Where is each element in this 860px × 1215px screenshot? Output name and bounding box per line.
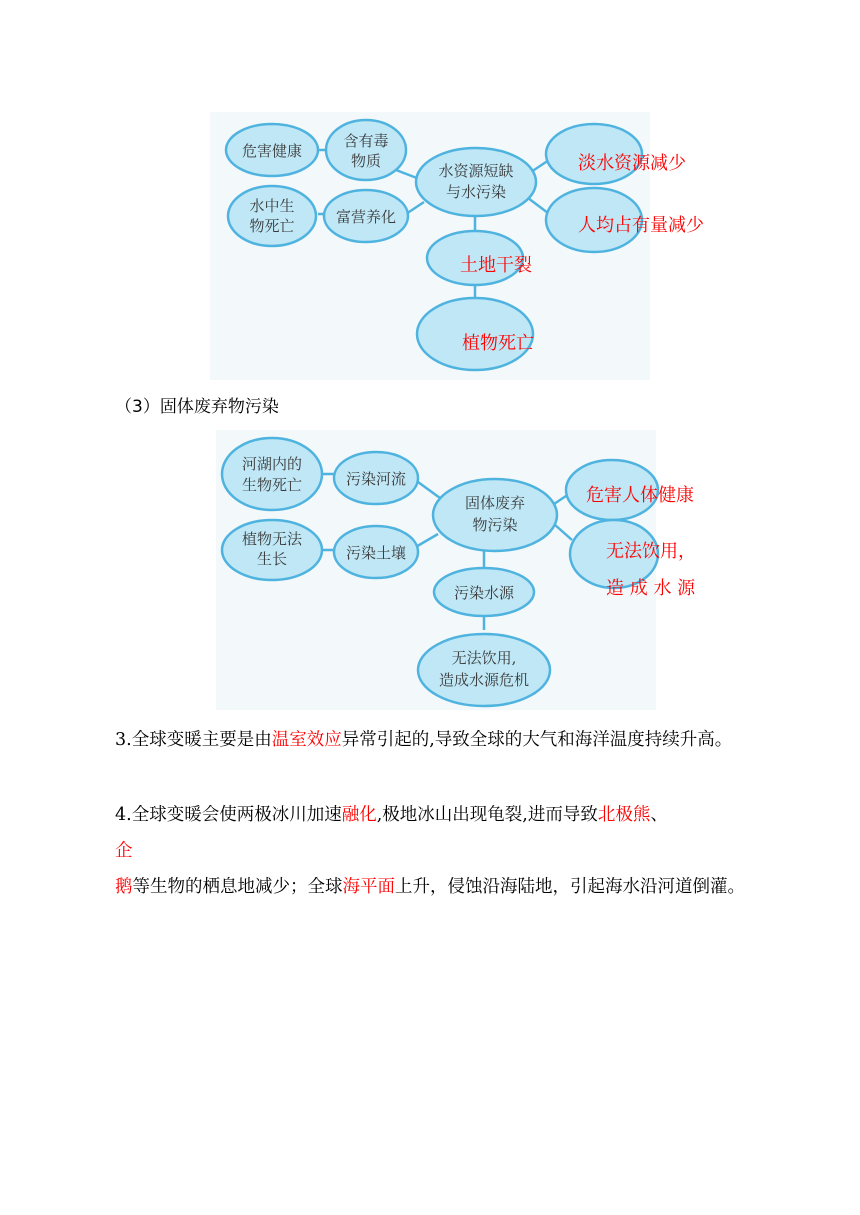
answer-sea-level: 海平面: [342, 877, 395, 897]
solid-waste-diagram: [216, 430, 696, 710]
node-river-life-text-2: 生物死亡: [241, 476, 303, 494]
water-pollution-diagram: [210, 112, 704, 380]
paragraph-4-text: 4.全球变暖会使两极冰川加速: [115, 805, 342, 825]
answer-polar-bear: 北极熊: [597, 805, 651, 825]
node-bio-text-1: 水中生: [249, 197, 295, 215]
node-crisis-text-2: 造成水源危机: [438, 671, 530, 689]
answer-penguin-part-1: 企: [115, 841, 133, 861]
node-plant-text-1: 植物无法: [241, 530, 303, 548]
answer-drink-2: 造 成 水 源: [606, 578, 696, 599]
node-bubble: [222, 438, 322, 510]
section-3-heading: （3）固体废弃物污染: [115, 397, 279, 417]
paragraph-3-text: 异常引起的,导致全球的大气和海洋温度持续升高。: [341, 730, 733, 750]
answer-penguin-part-2: 鹅: [115, 877, 133, 897]
center-text-1: 水资源短缺: [438, 162, 514, 180]
answer-health: 危害人体健康: [586, 485, 694, 506]
paragraph-4-continued: [115, 869, 755, 905]
node-plant-text-2: 生长: [256, 550, 288, 568]
paragraph-3: [115, 722, 755, 758]
center-bubble: [433, 479, 557, 551]
answer-fresh-water: 淡水资源减少: [578, 153, 686, 174]
node-bio-text-2: 物死亡: [249, 217, 295, 235]
center-bubble: [416, 148, 536, 216]
node-toxic-text-2: 物质: [350, 152, 382, 170]
paragraph-3-text: 3.全球变暖主要是由: [115, 730, 272, 750]
answer-plant-death: 植物死亡: [462, 333, 534, 354]
center-text-2: 与水污染: [445, 183, 507, 201]
node-river-text: 污染河流: [345, 470, 407, 488]
node-bubble: [228, 186, 316, 246]
answer-drink-1: 无法饮用，: [606, 541, 696, 562]
center-text-2: 物污染: [472, 516, 518, 534]
paragraph-4-line-1: [115, 797, 765, 869]
node-health-text: 危害健康: [241, 142, 303, 160]
node-eutro-text: 富营养化: [335, 208, 397, 226]
answer-greenhouse-effect: 温室效应: [271, 730, 342, 750]
answer-land-crack: 土地干裂: [460, 255, 532, 276]
node-river-life-text-1: 河湖内的: [241, 455, 303, 473]
node-soil-text: 污染土壤: [345, 544, 407, 562]
paragraph-4-text: 上升，侵蚀沿海陆地，引起海水沿河道倒灌。: [395, 877, 745, 897]
center-text-1: 固体废弃: [464, 494, 526, 512]
node-crisis-text-1: 无法饮用,: [451, 649, 517, 667]
node-water-text: 污染水源: [453, 584, 515, 602]
node-bubble: [326, 120, 406, 180]
answer-melt: 融化: [341, 805, 377, 825]
paragraph-4-text: ,极地冰山出现龟裂,进而导致: [376, 805, 598, 825]
paragraph-4-text: 、: [650, 805, 668, 825]
paragraph-4-text: 等生物的栖息地减少；全球: [132, 877, 343, 897]
node-toxic-text-1: 含有毒: [343, 132, 389, 150]
node-bubble: [418, 634, 550, 706]
answer-per-capita: 人均占有量减少: [578, 215, 704, 236]
